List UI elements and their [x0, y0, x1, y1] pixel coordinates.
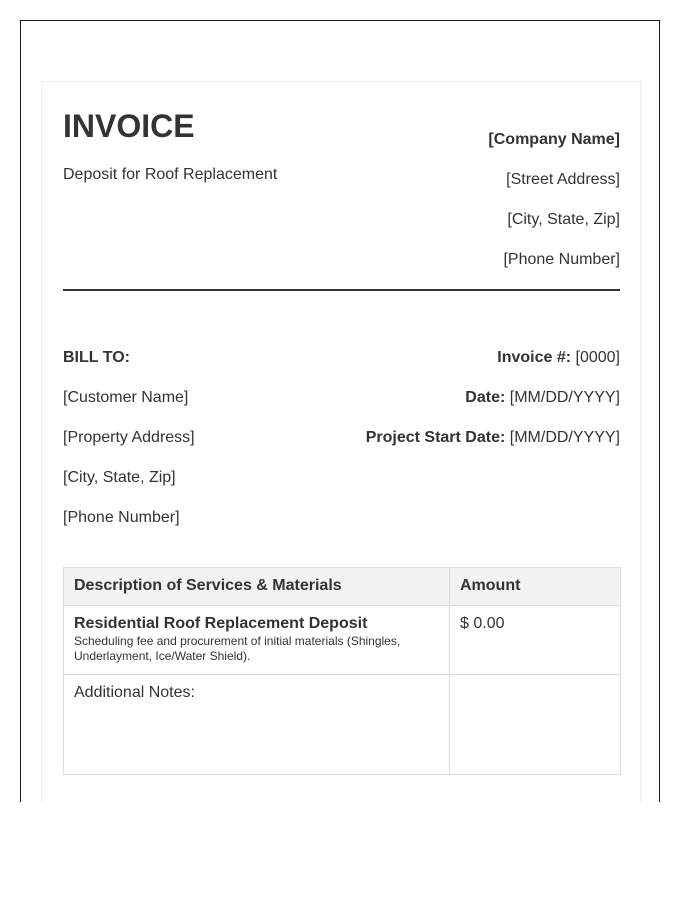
company-street-address: [Street Address]	[506, 171, 620, 188]
column-header-amount: Amount	[450, 568, 621, 606]
notes-amount-cell	[450, 675, 621, 775]
table-row	[64, 606, 621, 675]
invoice-date-line	[366, 378, 620, 418]
service-detail: Scheduling fee and procurement of initial materials (Shingles, Underlayment, Ice/Water Shield).	[74, 634, 401, 663]
company-phone: [Phone Number]	[503, 251, 620, 268]
project-start-value: [MM/DD/YYYY]	[509, 429, 620, 446]
invoice-meta	[366, 338, 620, 458]
page-frame	[20, 20, 660, 802]
header-divider	[63, 289, 620, 291]
customer-city-state-zip: [City, State, Zip]	[63, 469, 176, 486]
invoice-number-label: Invoice #:	[497, 349, 572, 366]
additional-notes-label: Additional Notes:	[64, 675, 450, 775]
column-header-description: Description of Services & Materials	[64, 568, 450, 606]
notes-row	[64, 675, 621, 775]
customer-name: [Customer Name]	[63, 389, 189, 406]
invoice-date-value: [MM/DD/YYYY]	[509, 389, 620, 406]
services-table	[63, 567, 621, 775]
customer-phone: [Phone Number]	[63, 509, 180, 526]
invoice-date-label: Date:	[465, 389, 506, 406]
table-header-row	[64, 568, 621, 606]
service-title: Residential Roof Replacement Deposit	[74, 615, 368, 632]
bill-to-heading: BILL TO:	[63, 349, 130, 366]
invoice-number-line	[366, 338, 620, 378]
project-start-line	[366, 418, 620, 458]
company-city-state-zip: [City, State, Zip]	[507, 211, 620, 228]
company-info	[488, 120, 620, 280]
invoice-header-left	[63, 106, 277, 184]
invoice-number-value: [0000]	[575, 349, 620, 366]
invoice-subtitle: Deposit for Roof Replacement	[63, 166, 278, 183]
bill-to-section	[63, 338, 195, 538]
invoice-title: INVOICE	[63, 108, 195, 144]
property-address: [Property Address]	[63, 429, 195, 446]
service-amount: $ 0.00	[450, 606, 621, 675]
project-start-label: Project Start Date:	[365, 429, 506, 446]
invoice-sheet	[41, 81, 641, 802]
company-name: [Company Name]	[488, 131, 620, 148]
service-description-cell	[64, 606, 450, 675]
